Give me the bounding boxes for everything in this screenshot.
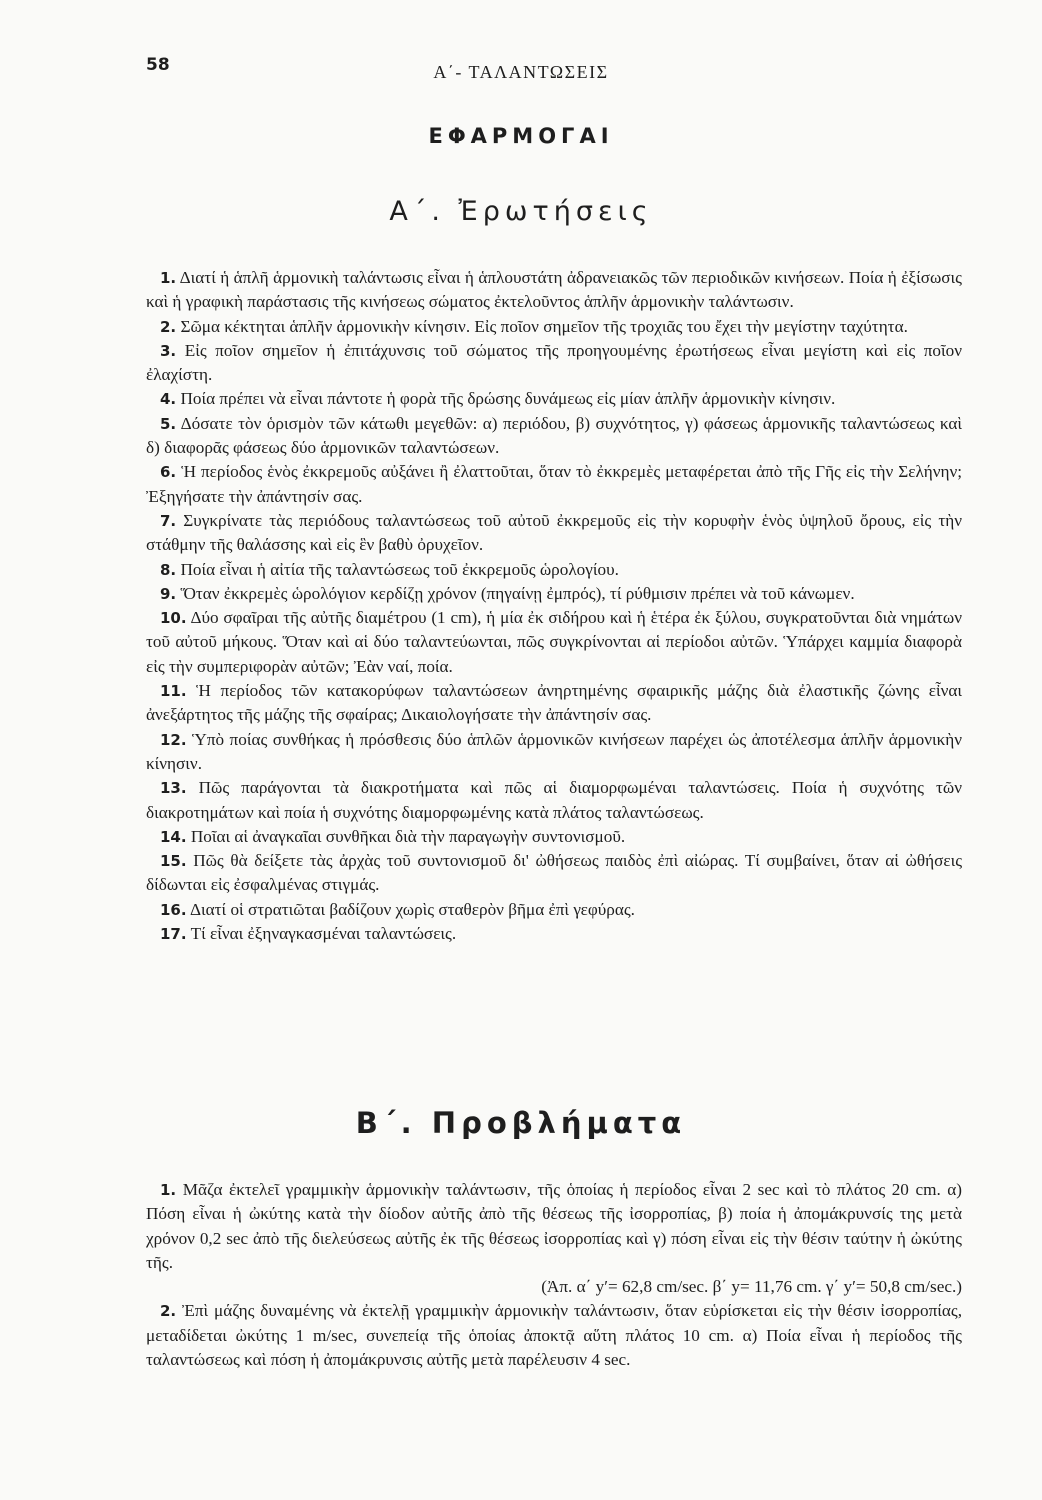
question-item: 9. Ὅταν ἐκκρεμὲς ὡρολόγιον κερδίζῃ χρόνον (πηγαίνῃ ἐμπρός), τί ρύθμισιν πρέπει νὰ τοῦ κάνωμεν.: [160, 583, 855, 603]
question-item: 3. Εἰς ποῖον σημεῖον ἡ ἐπιτάχυνσις τοῦ σώματος τῆς προηγουμένης ἐρωτήσεως εἶναι μεγίστη καὶ εἰς ποῖον ἐλαχίστη.: [146, 340, 962, 385]
problems-list: [146, 1178, 962, 1372]
question-item: 2. Σῶμα κέκτηται ἁπλῆν ἁρμονικὴν κίνησιν. Εἰς ποῖον σημεῖον τῆς τροχιᾶς του ἔχει τὴν μεγίστην ταχύτητα.: [160, 316, 908, 336]
question-item: 7. Συγκρίνατε τὰς περιόδους ταλαντώσεως τοῦ αὐτοῦ ἐκκρεμοῦς εἰς τὴν κορυφὴν ἑνὸς ὑψηλοῦ ὄρους, εἰς τὴν στάθμην τῆς θαλάσσης καὶ εἰς ἓν βαθὺ ὀρυχεῖον.: [146, 510, 963, 555]
question-item: 6. Ἡ περίοδος ἑνὸς ἐκκρεμοῦς αὐξάνει ἢ ἐλαττοῦται, ὅταν τὸ ἐκκρεμὲς μεταφέρεται ἀπὸ τῆς Γῆς εἰς τὴν Σελήνην; Ἐξηγήσατε τὴν ἀπάντησίν σας.: [146, 462, 963, 506]
question-item: 17. Τί εἶναι ἐξηναγκασμέναι ταλαντώσεις.: [160, 924, 457, 944]
section-title: ΕΦΑΡΜΟΓΑΙ: [428, 124, 614, 148]
question-item: 16. Διατί οἱ στρατιῶται βαδίζουν χωρὶς σταθερὸν βῆμα ἐπὶ γεφύρας.: [160, 899, 635, 919]
running-title: Α΄- ΤΑΛΑΝΤΩΣΕΙΣ: [433, 62, 609, 82]
page-number: 58: [146, 55, 170, 75]
question-item: 1. Διατί ἡ ἁπλῆ ἁρμονικὴ ταλάντωσις εἶναι ἡ ἁπλουστάτη ἀδρανειακῶς τῶν περιοδικῶν κινήσεων. Ποία ἡ ἐξίσωσις καὶ ἡ γραφικὴ παράστασις τῆς κινήσεως σώματος ἐκτελοῦντος ἁπλῆν ἁρμονικὴν ταλάντωσιν.: [146, 268, 962, 312]
question-item: 5. Δόσατε τὸν ὁρισμὸν τῶν κάτωθι μεγεθῶν: α) περιόδου, β) συχνότητος, γ) φάσεως ἁρμονικῆς ταλαντώσεως καὶ δ) διαφορᾶς φάσεως δύο ἁρμονικῶν ταλαντώσεων.: [146, 413, 962, 458]
problem-answer: (Ἀπ. α΄ y′= 62,8 cm/sec. β΄ y= 11,76 cm. γ΄ y′= 50,8 cm/sec.): [541, 1277, 962, 1297]
question-item: 13. Πῶς παράγονται τὰ διακροτήματα καὶ πῶς αἱ διαμορφωμέναι ταλαντώσεις. Ποία ἡ συχνότης τῶν διακροτημάτων καὶ ποία ἡ συχνότης διαμορφωμένης κατὰ πλάτος ταλαντώσεως.: [146, 778, 962, 822]
question-item: 4. Ποία πρέπει νὰ εἶναι πάντοτε ἡ φορὰ τῆς δρώσης δυνάμεως εἰς μίαν ἁπλῆν ἁρμονικὴν κίνησιν.: [160, 389, 836, 409]
question-item: 11. Ἡ περίοδος τῶν κατακορύφων ταλαντώσεων ἀνηρτημένης σφαιρικῆς μάζης διὰ ἐλαστικῆς ζώνης εἶναι ἀνεξάρτητος τῆς μάζης τῆς σφαίρας; Δικαιολογήσατε τὴν ἀπάντησίν σας.: [146, 681, 963, 725]
problem-item: 2. Ἐπὶ μάζης δυναμένης νὰ ἐκτελῇ γραμμικὴν ἁρμονικὴν ταλάντωσιν, ὅταν εὑρίσκεται εἰς τὴν θέσιν ἰσορροπίας, μεταδίδεται ὠκύτης 1 m/sec, συνεπείᾳ τῆς ὁποίας ἀποκτᾷ αὕτη πλάτος 10 cm. α) Ποία εἶναι ἡ περίοδος τῆς ταλαντώσεως καὶ πόση ἡ ἀπομάκρυνσις αὐτῆς μετὰ παρέλευσιν 4 sec.: [146, 1301, 963, 1370]
question-item: 15. Πῶς θὰ δείξετε τὰς ἀρχὰς τοῦ συντονισμοῦ δι' ὠθήσεως παιδὸς ἐπὶ αἰώρας. Τί συμβαίνει, ὅταν αἱ ὠθήσεις δίδωνται εἰς ἐσφαλμένας στιγμάς.: [146, 851, 962, 895]
question-item: 8. Ποία εἶναι ἡ αἰτία τῆς ταλαντώσεως τοῦ ἐκκρεμοῦς ὡρολογίου.: [160, 559, 619, 579]
questions-heading: Α΄. Ἐρωτήσεις: [389, 196, 653, 227]
questions-list: [146, 266, 962, 946]
problems-heading: Β΄. Προβλήματα: [355, 1106, 687, 1140]
question-item: 10. Δύο σφαῖραι τῆς αὐτῆς διαμέτρου (1 cm), ἡ μία ἐκ σιδήρου καὶ ἡ ἑτέρα ἐκ ξύλου, συγκρατοῦνται διὰ νημάτων τοῦ αὐτοῦ μήκους. Ὅταν καὶ αἱ δύο ταλαντεύωνται, πῶς συγκρίνονται αἱ περίοδοι αὐτῶν. Ὑπάρχει καμμία διαφορὰ εἰς τὴν συμπεριφορὰν αὐτῶν; Ἐὰν ναί, ποία.: [146, 608, 962, 676]
problem-item: 1. Μᾶζα ἐκτελεῖ γραμμικὴν ἁρμονικὴν ταλάντωσιν, τῆς ὁποίας ἡ περίοδος εἶναι 2 sec καὶ τὸ πλάτος 20 cm. α) Πόση εἶναι ἡ ὠκύτης κατὰ τὴν δίοδον αὐτῆς ἀπὸ τῆς θέσεως τῆς ἰσορροπίας, β) ποία ἡ ἀπομάκρυνσίς της μετὰ χρόνον 0,2 sec ἀπὸ τῆς διελεύσεως αὐτῆς ἐκ τῆς θέσεως ἰσορροπίας καὶ γ) πόση εἶναι εἰς τὴν θέσιν ταύτην ἡ ὠκύτης τῆς.: [146, 1180, 963, 1272]
question-item: 14. Ποῖαι αἱ ἀναγκαῖαι συνθῆκαι διὰ τὴν παραγωγὴν συντονισμοῦ.: [160, 826, 626, 846]
question-item: 12. Ὑπὸ ποίας συνθήκας ἡ πρόσθεσις δύο ἁπλῶν ἁρμονικῶν κινήσεων παρέχει ὡς ἀποτέλεσμα ἁπλῆν ἁρμονικὴν κίνησιν.: [146, 729, 963, 773]
